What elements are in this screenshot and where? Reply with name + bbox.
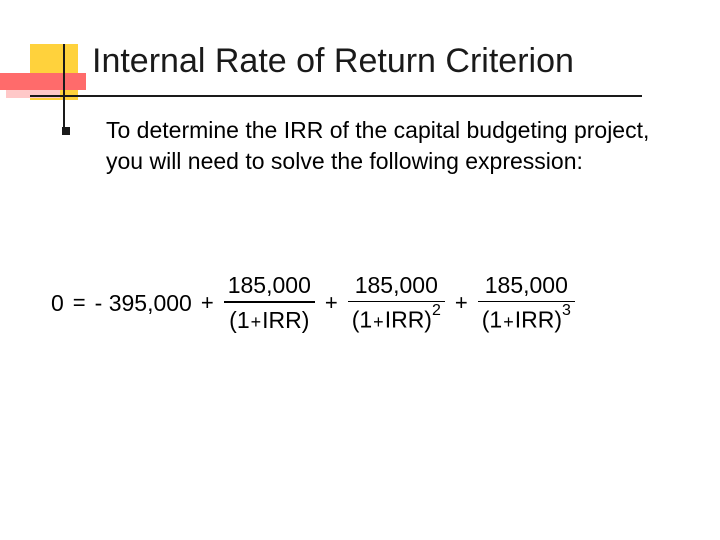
fraction-numerator: 185,000 — [354, 271, 438, 298]
irr-equation — [48, 263, 579, 343]
decorative-red-bar — [0, 73, 86, 90]
equation-lhs: 0 — [51, 289, 64, 316]
exponent: 2 — [431, 302, 441, 320]
initial-investment: - 395,000 — [94, 289, 192, 316]
bullet-text: To determine the IRR of the capital budgeting project, you will need to solve the following expression: — [106, 117, 650, 174]
equals-sign: = — [72, 290, 86, 315]
plus-sign: + — [454, 290, 468, 315]
fraction-denominator: $(1+IRR)^2$ — [351, 302, 441, 334]
fraction-denominator: (1+IRR) — [229, 306, 310, 333]
plus-sign: + — [200, 290, 214, 315]
fraction-denominator: $(1+IRR)^3$ — [481, 302, 571, 334]
cash-flow-fraction-1 — [224, 272, 315, 334]
plus-sign: + — [324, 290, 338, 315]
fraction-numerator: 185,000 — [484, 271, 568, 298]
bullet-square-icon — [62, 127, 70, 135]
slide-title: Internal Rate of Return Criterion — [92, 42, 574, 80]
decorative-vertical-line — [63, 44, 65, 132]
fraction-numerator: 185,000 — [227, 272, 311, 299]
cash-flow-fraction-2 — [348, 272, 445, 334]
title-underline — [30, 95, 642, 97]
exponent: 3 — [561, 302, 571, 320]
cash-flow-fraction-3 — [478, 272, 575, 334]
